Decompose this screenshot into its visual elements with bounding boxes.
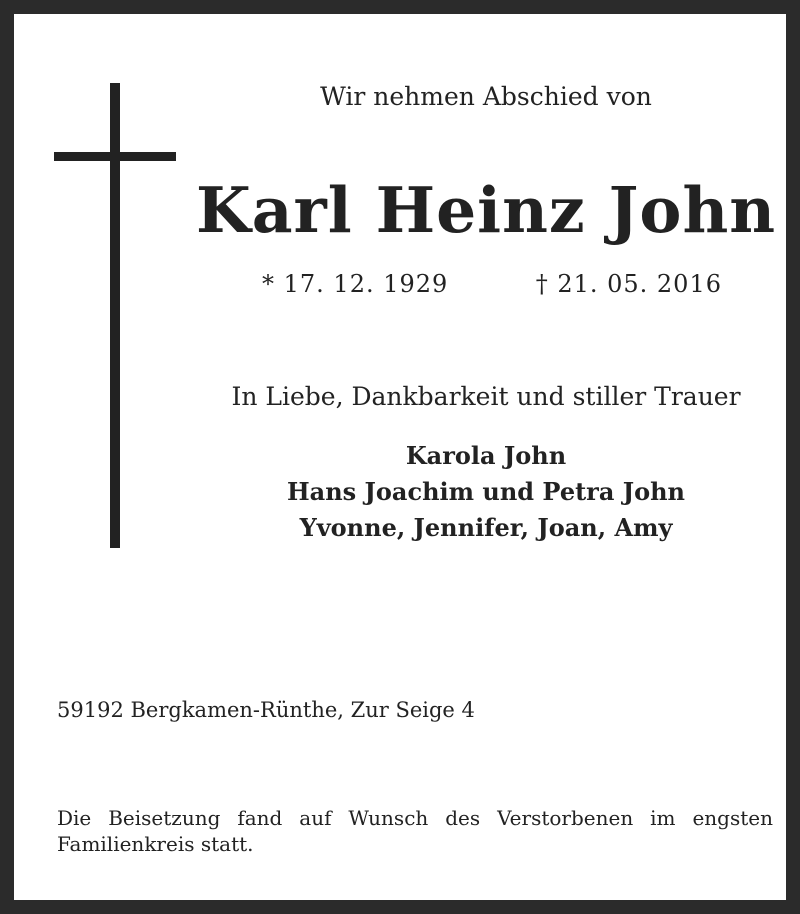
life-dates bbox=[262, 268, 722, 300]
birth-date: * 17. 12. 1929 bbox=[262, 270, 449, 298]
burial-note bbox=[57, 805, 773, 857]
family-member: Hans Joachim und Petra John bbox=[287, 477, 685, 506]
family-member: Karola John bbox=[405, 441, 567, 470]
family-member: Yvonne, Jennifer, Joan, Amy bbox=[299, 513, 673, 542]
intro-text: Wir nehmen Abschied von bbox=[320, 82, 652, 111]
address: 59192 Bergkamen-Rünthe, Zur Seige 4 bbox=[57, 698, 475, 722]
burial-note-line-1: Die Beisetzung fand auf Wunsch des Verstorbenen im engsten bbox=[57, 806, 773, 830]
family-list bbox=[206, 438, 766, 546]
mourning-text: In Liebe, Dankbarkeit und stiller Trauer bbox=[231, 382, 741, 411]
burial-note-line-2: Familienkreis statt. bbox=[57, 832, 254, 856]
cross-horizontal-bar bbox=[54, 152, 176, 161]
obituary-notice bbox=[14, 14, 786, 900]
deceased-name: Karl Heinz John bbox=[195, 173, 777, 247]
death-date: † 21. 05. 2016 bbox=[535, 270, 722, 298]
